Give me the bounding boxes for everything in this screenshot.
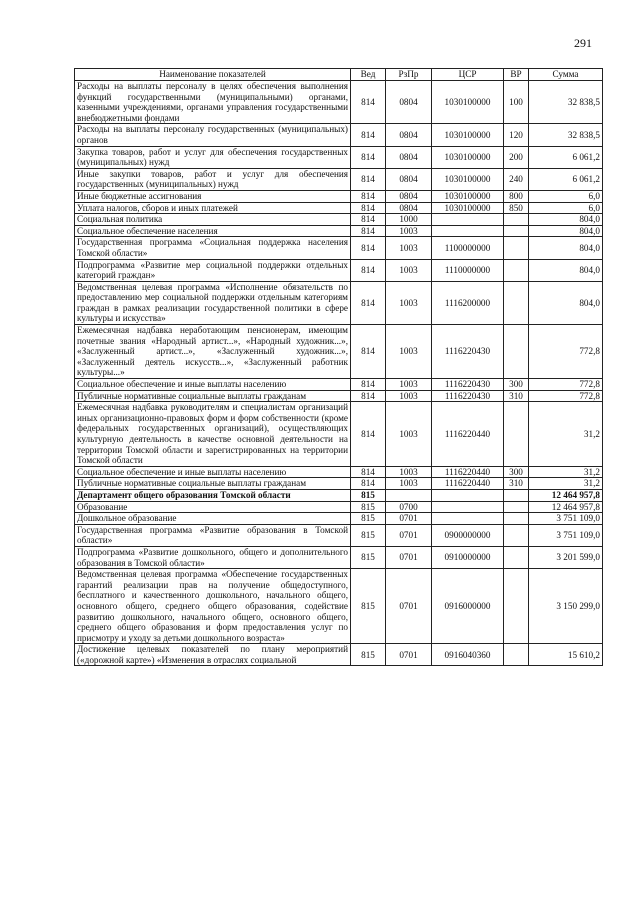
cell-rzpr: 1003	[386, 259, 432, 281]
cell-sum: 3 150 299,0	[529, 569, 603, 644]
cell-sum: 804,0	[529, 214, 603, 226]
cell-vr	[504, 524, 529, 546]
cell-csr: 1030100000	[432, 146, 504, 168]
cell-rzpr: 0701	[386, 644, 432, 666]
header-ved: Вед	[351, 69, 386, 81]
table-row	[75, 124, 603, 146]
cell-rzpr: 0804	[386, 190, 432, 202]
cell-vr	[504, 546, 529, 568]
cell-name: Иные закупки товаров, работ и услуг для обеспечения государственных (муниципальных) нужд	[75, 168, 351, 190]
cell-rzpr: 0804	[386, 81, 432, 124]
cell-sum: 31,2	[529, 466, 603, 478]
cell-name: Ведомственная целевая программа «Обеспечение государственных гарантий реализации прав на получение общедоступного, бесплатного и качественного дошкольного, начального общего, основного общего, среднего общего образования, содействие развитию дошкольного, начального общего, основного общего, среднего общего образования и форм предоставления услуг по присмотру и уходу за детьми дошкольного возраста»	[75, 569, 351, 644]
table-row	[75, 379, 603, 391]
cell-ved: 814	[351, 466, 386, 478]
table-row	[75, 478, 603, 490]
cell-rzpr: 1000	[386, 214, 432, 226]
cell-rzpr: 1003	[386, 379, 432, 391]
cell-vr: 850	[504, 202, 529, 214]
cell-ved: 815	[351, 524, 386, 546]
table-row	[75, 546, 603, 568]
cell-sum: 6 061,2	[529, 146, 603, 168]
table-row	[75, 168, 603, 190]
table-row	[75, 146, 603, 168]
cell-sum: 6 061,2	[529, 168, 603, 190]
cell-name: Подпрограмма «Развитие дошкольного, общего и дополнительного образования в Томской области»	[75, 546, 351, 568]
cell-name: Ведомственная целевая программа «Исполнение обязательств по предоставлению мер социальной поддержки отдельным категориям граждан в рамках реализации государственной политики в сфере культуры и искусства»	[75, 281, 351, 324]
cell-sum: 804,0	[529, 237, 603, 259]
table-row	[75, 202, 603, 214]
cell-vr	[504, 644, 529, 666]
cell-vr: 300	[504, 379, 529, 391]
cell-sum: 3 751 109,0	[529, 513, 603, 525]
cell-ved: 814	[351, 379, 386, 391]
cell-vr	[504, 237, 529, 259]
cell-vr	[504, 489, 529, 501]
cell-csr	[432, 225, 504, 237]
cell-csr: 1116220440	[432, 478, 504, 490]
budget-table	[74, 68, 603, 666]
cell-name: Расходы на выплаты персоналу государственных (муниципальных) органов	[75, 124, 351, 146]
cell-vr	[504, 569, 529, 644]
cell-sum: 772,8	[529, 325, 603, 379]
cell-csr: 1116200000	[432, 281, 504, 324]
cell-name: Департамент общего образования Томской области	[75, 489, 351, 501]
cell-csr	[432, 501, 504, 513]
cell-name: Социальное обеспечение населения	[75, 225, 351, 237]
header-rzpr: РзПр	[386, 69, 432, 81]
cell-vr: 120	[504, 124, 529, 146]
cell-vr: 310	[504, 478, 529, 490]
cell-vr: 300	[504, 466, 529, 478]
table-header-row	[75, 69, 603, 81]
cell-name: Государственная программа «Развитие образования в Томской области»	[75, 524, 351, 546]
cell-ved: 815	[351, 513, 386, 525]
cell-rzpr: 0804	[386, 124, 432, 146]
cell-sum: 32 838,5	[529, 124, 603, 146]
cell-rzpr: 1003	[386, 281, 432, 324]
cell-csr: 1030100000	[432, 190, 504, 202]
header-sum: Сумма	[529, 69, 603, 81]
cell-ved: 814	[351, 168, 386, 190]
cell-ved: 814	[351, 237, 386, 259]
table-row	[75, 259, 603, 281]
cell-ved: 814	[351, 202, 386, 214]
cell-name: Социальное обеспечение и иные выплаты населению	[75, 379, 351, 391]
cell-rzpr: 1003	[386, 225, 432, 237]
cell-vr	[504, 225, 529, 237]
cell-sum: 772,8	[529, 390, 603, 402]
cell-sum: 3 751 109,0	[529, 524, 603, 546]
cell-vr	[504, 281, 529, 324]
cell-vr: 800	[504, 190, 529, 202]
cell-csr: 1030100000	[432, 202, 504, 214]
cell-rzpr: 0804	[386, 202, 432, 214]
cell-csr: 1116220440	[432, 466, 504, 478]
header-name: Наименование показателей	[75, 69, 351, 81]
cell-sum: 804,0	[529, 259, 603, 281]
cell-ved: 815	[351, 546, 386, 568]
table-row	[75, 325, 603, 379]
cell-name: Государственная программа «Социальная поддержка населения Томской области»	[75, 237, 351, 259]
cell-ved: 815	[351, 644, 386, 666]
cell-csr: 1116220430	[432, 325, 504, 379]
cell-sum: 12 464 957,8	[529, 489, 603, 501]
cell-vr: 200	[504, 146, 529, 168]
cell-ved: 814	[351, 281, 386, 324]
cell-csr: 1110000000	[432, 259, 504, 281]
cell-sum: 804,0	[529, 281, 603, 324]
cell-rzpr	[386, 489, 432, 501]
cell-name: Уплата налогов, сборов и иных платежей	[75, 202, 351, 214]
cell-ved: 815	[351, 501, 386, 513]
cell-ved: 814	[351, 146, 386, 168]
cell-rzpr: 1003	[386, 237, 432, 259]
cell-rzpr: 0700	[386, 501, 432, 513]
cell-vr	[504, 214, 529, 226]
page-number: 291	[574, 36, 592, 50]
cell-csr	[432, 513, 504, 525]
table-row	[75, 402, 603, 467]
cell-ved: 814	[351, 190, 386, 202]
cell-sum: 12 464 957,8	[529, 501, 603, 513]
cell-name: Социальная политика	[75, 214, 351, 226]
cell-rzpr: 0804	[386, 146, 432, 168]
cell-rzpr: 0701	[386, 524, 432, 546]
cell-ved: 814	[351, 390, 386, 402]
cell-name: Достижение целевых показателей по плану мероприятий («дорожной карте») «Изменения в отраслях социальной	[75, 644, 351, 666]
cell-ved: 814	[351, 225, 386, 237]
table-row	[75, 501, 603, 513]
cell-name: Расходы на выплаты персоналу в целях обеспечения выполнения функций государственными (муниципальными) органами, казенными учреждениями, органами управления государственными внебюджетными фондами	[75, 81, 351, 124]
cell-csr: 1100000000	[432, 237, 504, 259]
cell-csr: 0916040360	[432, 644, 504, 666]
cell-ved: 814	[351, 325, 386, 379]
cell-name: Ежемесячная надбавка неработающим пенсионерам, имеющим почетные звания «Народный артист...», «Народный художник...», «Заслуженный артист...», «Заслуженный художник...», «Заслуженный деятель искусств...», «Заслуженный работник культуры...»	[75, 325, 351, 379]
table-row	[75, 466, 603, 478]
cell-csr	[432, 214, 504, 226]
header-vr: ВР	[504, 69, 529, 81]
cell-vr: 310	[504, 390, 529, 402]
table-row	[75, 81, 603, 124]
cell-ved: 814	[351, 402, 386, 467]
table-row	[75, 281, 603, 324]
cell-sum: 3 201 599,0	[529, 546, 603, 568]
table-row	[75, 190, 603, 202]
cell-csr: 0910000000	[432, 546, 504, 568]
cell-csr: 1030100000	[432, 124, 504, 146]
cell-csr	[432, 489, 504, 501]
table-row	[75, 524, 603, 546]
cell-name: Дошкольное образование	[75, 513, 351, 525]
cell-rzpr: 1003	[386, 478, 432, 490]
cell-rzpr: 1003	[386, 325, 432, 379]
cell-vr: 240	[504, 168, 529, 190]
cell-ved: 815	[351, 569, 386, 644]
cell-vr	[504, 513, 529, 525]
cell-csr: 1116220430	[432, 390, 504, 402]
table-row	[75, 489, 603, 501]
cell-rzpr: 1003	[386, 390, 432, 402]
cell-csr: 0916000000	[432, 569, 504, 644]
cell-sum: 31,2	[529, 402, 603, 467]
cell-name: Закупка товаров, работ и услуг для обеспечения государственных (муниципальных) нужд	[75, 146, 351, 168]
cell-vr	[504, 501, 529, 513]
cell-name: Иные бюджетные ассигнования	[75, 190, 351, 202]
cell-rzpr: 0701	[386, 513, 432, 525]
cell-vr	[504, 259, 529, 281]
cell-sum: 772,8	[529, 379, 603, 391]
table-row	[75, 390, 603, 402]
cell-sum: 31,2	[529, 478, 603, 490]
table-row	[75, 569, 603, 644]
cell-sum: 32 838,5	[529, 81, 603, 124]
table-body	[75, 81, 603, 666]
cell-sum: 6,0	[529, 202, 603, 214]
header-csr: ЦСР	[432, 69, 504, 81]
cell-csr: 0900000000	[432, 524, 504, 546]
cell-sum: 6,0	[529, 190, 603, 202]
cell-ved: 814	[351, 259, 386, 281]
cell-name: Образование	[75, 501, 351, 513]
cell-rzpr: 0701	[386, 546, 432, 568]
table-row	[75, 237, 603, 259]
cell-ved: 814	[351, 478, 386, 490]
table-row	[75, 214, 603, 226]
cell-name: Публичные нормативные социальные выплаты гражданам	[75, 390, 351, 402]
cell-sum: 804,0	[529, 225, 603, 237]
cell-rzpr: 0701	[386, 569, 432, 644]
cell-csr: 1030100000	[432, 81, 504, 124]
table-row	[75, 644, 603, 666]
cell-name: Публичные нормативные социальные выплаты гражданам	[75, 478, 351, 490]
cell-vr	[504, 402, 529, 467]
table-row	[75, 513, 603, 525]
cell-ved: 814	[351, 81, 386, 124]
cell-rzpr: 0804	[386, 168, 432, 190]
table-row	[75, 225, 603, 237]
cell-rzpr: 1003	[386, 402, 432, 467]
cell-name: Ежемесячная надбавка руководителям и специалистам организаций иных организационно-правовых форм и форм собственности (кроме федеральных государственных организаций), осуществляющих культурную деятельность в качестве основной деятельности на территории Томской области и зарегистрированных на территории Томской области	[75, 402, 351, 467]
cell-ved: 815	[351, 489, 386, 501]
cell-csr: 1116220430	[432, 379, 504, 391]
cell-name: Подпрограмма «Развитие мер социальной поддержки отдельных категорий граждан»	[75, 259, 351, 281]
cell-ved: 814	[351, 214, 386, 226]
cell-rzpr: 1003	[386, 466, 432, 478]
cell-sum: 15 610,2	[529, 644, 603, 666]
cell-csr: 1030100000	[432, 168, 504, 190]
cell-vr	[504, 325, 529, 379]
cell-ved: 814	[351, 124, 386, 146]
cell-csr: 1116220440	[432, 402, 504, 467]
cell-name: Социальное обеспечение и иные выплаты населению	[75, 466, 351, 478]
cell-vr: 100	[504, 81, 529, 124]
